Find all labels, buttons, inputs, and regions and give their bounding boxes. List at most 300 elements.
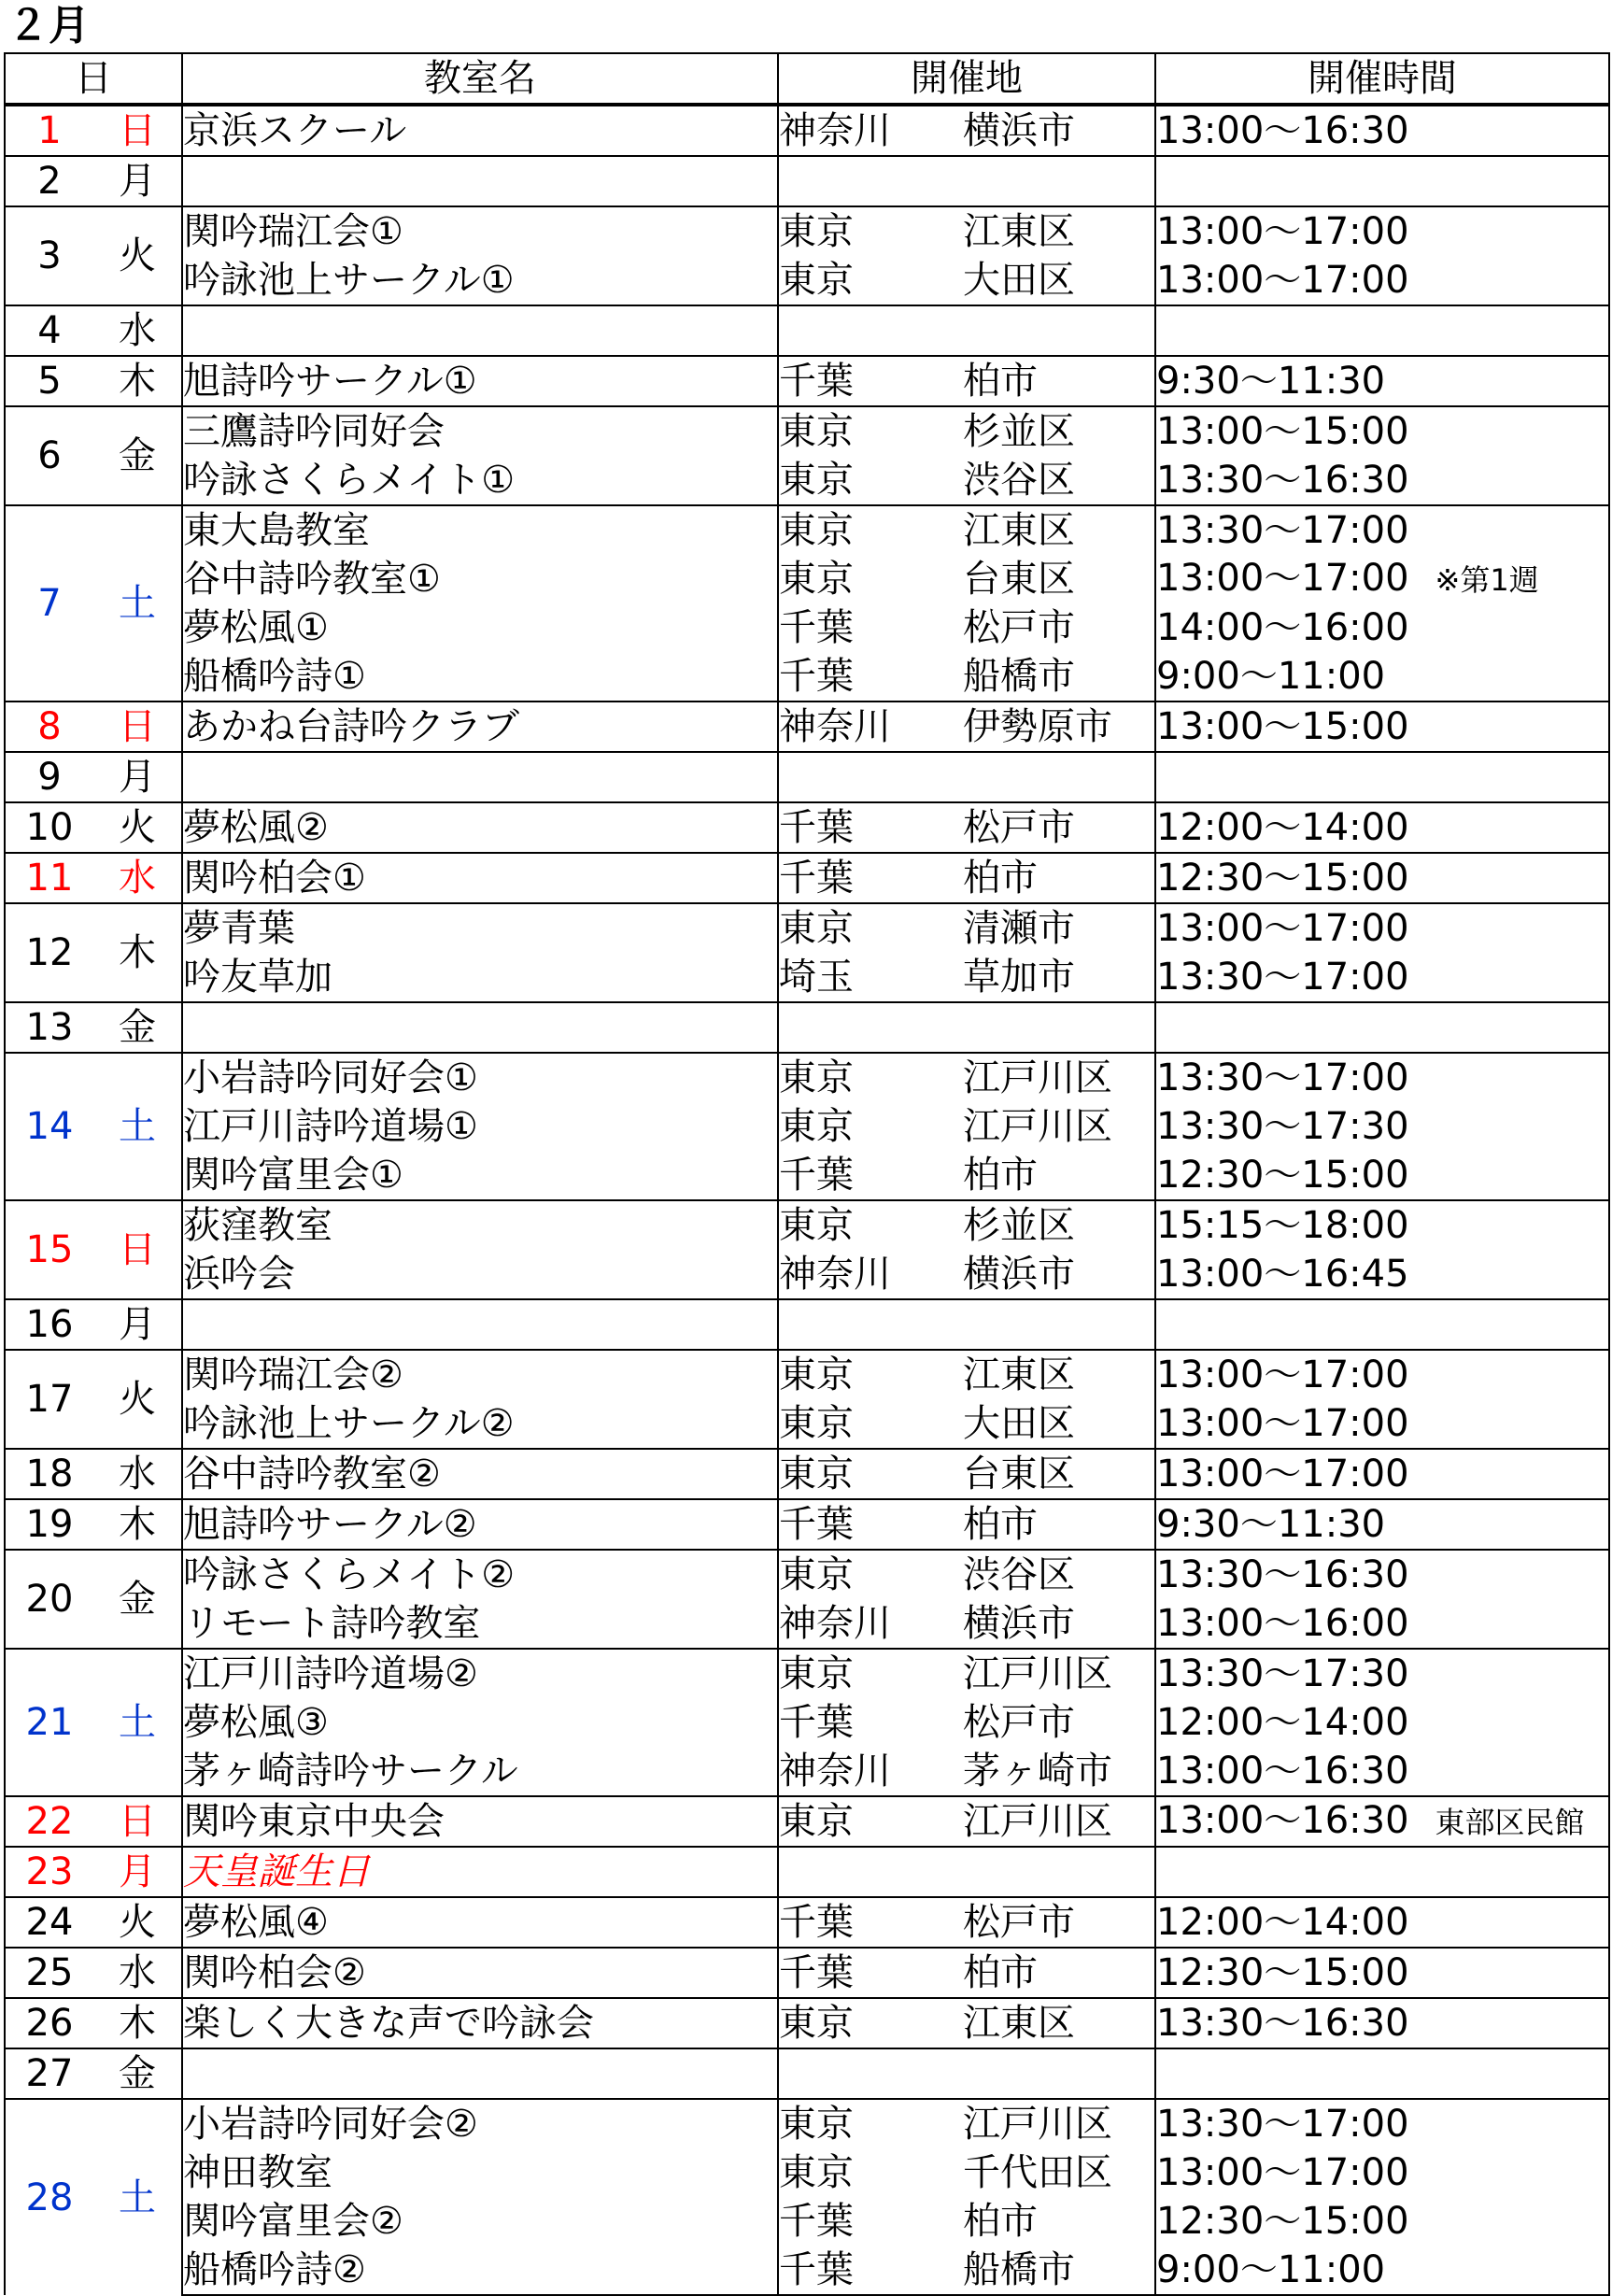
class-name-text: 茅ヶ崎詩吟サークル (183, 1750, 518, 1793)
class-name-text: あかね台詩吟クラブ (183, 705, 519, 748)
prefecture (778, 1299, 963, 1350)
weekday: 日 (93, 1200, 182, 1299)
city: 柏市 (963, 1948, 1155, 1998)
header-time: 開催時間 (1155, 53, 1609, 105)
prefecture: 千葉 (779, 2200, 854, 2243)
time-text: 13:00～16:30 (1156, 1799, 1409, 1842)
prefecture: 東京 (779, 1105, 854, 1148)
class-name-text: 旭詩吟サークル① (183, 360, 477, 403)
time-range (1155, 1698, 1609, 1747)
class-name (182, 2048, 778, 2099)
day-number: 24 (5, 1897, 93, 1948)
time-range (1155, 752, 1609, 802)
time-range (1155, 105, 1609, 156)
time-text: 13:30～17:00 (1156, 956, 1409, 999)
day-number: 4 (5, 305, 93, 356)
city: 柏市 (963, 1499, 1155, 1550)
time-text: 15:15～18:00 (1156, 1204, 1409, 1247)
class-name-text: 吟友草加 (183, 956, 332, 999)
prefecture: 東京 (778, 456, 963, 505)
time-text: 13:00～17:00 (1156, 907, 1409, 950)
time-text: 13:30～17:00 (1156, 2103, 1409, 2146)
city: 松戸市 (963, 603, 1155, 652)
prefecture: 東京 (778, 406, 963, 456)
time-range (1155, 1550, 1609, 1599)
time-range (1155, 1998, 1609, 2048)
time-range (1155, 702, 1609, 752)
weekday: 木 (93, 1998, 182, 2048)
table-row (5, 1053, 1609, 1102)
class-name-text: 関吟瑞江会① (183, 210, 403, 253)
time-range (1155, 1897, 1609, 1948)
table-row (5, 1649, 1609, 1698)
day-number: 3 (5, 206, 93, 305)
city: 柏市 (963, 1151, 1155, 1200)
weekday: 金 (93, 406, 182, 505)
class-name (182, 702, 778, 752)
prefecture: 神奈川 (778, 1747, 963, 1796)
city: 渋谷区 (963, 456, 1155, 505)
weekday: 月 (93, 1299, 182, 1350)
day-number: 10 (5, 802, 93, 853)
prefecture: 東京 (778, 2099, 963, 2148)
prefecture: 東京 (778, 1796, 963, 1847)
class-name-text: 小岩詩吟同好会② (183, 2103, 478, 2146)
page-title: ２月 (7, 2, 90, 50)
header-row (5, 53, 1609, 105)
city: 横浜市 (963, 1599, 1155, 1649)
class-name (182, 555, 778, 603)
class-name-text: 吟詠池上サークル② (183, 1402, 515, 1445)
table-row (5, 903, 1609, 953)
prefecture: 神奈川 (778, 1599, 963, 1649)
time-text: 13:30～16:30 (1156, 2002, 1409, 2045)
city: 江戸川区 (963, 1053, 1155, 1102)
prefecture: 埼玉 (778, 953, 963, 1002)
class-name-text: 関吟柏会② (183, 1951, 366, 1994)
class-name (182, 456, 778, 505)
time-range (1155, 853, 1609, 903)
time-range (1155, 406, 1609, 456)
class-name (182, 1299, 778, 1350)
prefecture: 東京 (779, 558, 854, 601)
table-row (5, 2148, 1609, 2197)
time-range (1155, 256, 1609, 305)
day-number: 13 (5, 1002, 93, 1053)
class-name-text: 夢松風③ (183, 1701, 329, 1744)
day-number: 16 (5, 1299, 93, 1350)
weekday: 木 (93, 1499, 182, 1550)
day-number: 23 (5, 1847, 93, 1897)
schedule-table (4, 52, 1610, 2296)
class-name-text: 旭詩吟サークル② (183, 1503, 477, 1546)
table-row (5, 1002, 1609, 1053)
class-name (182, 156, 778, 206)
table-row (5, 1550, 1609, 1599)
table-row (5, 406, 1609, 456)
prefecture: 千葉 (778, 2246, 963, 2295)
weekday: 火 (93, 802, 182, 853)
time-range (1155, 206, 1609, 256)
class-name (182, 2197, 778, 2246)
prefecture: 東京 (778, 1399, 963, 1449)
class-name-text: 江戸川詩吟道場② (183, 1652, 478, 1695)
prefecture: 東京 (779, 2151, 854, 2194)
time-range (1155, 555, 1609, 603)
class-name-text: 浜吟会 (183, 1253, 295, 1296)
class-name-text: 夢松風① (183, 606, 329, 649)
class-name (182, 652, 778, 702)
prefecture: 千葉 (778, 356, 963, 406)
class-name (182, 105, 778, 156)
class-name (182, 1796, 778, 1847)
city: 江東区 (963, 1998, 1155, 2048)
class-name-text: 東大島教室 (183, 509, 370, 552)
time-range (1155, 2148, 1609, 2197)
prefecture: 東京 (778, 1649, 963, 1698)
holiday-name: 天皇誕生日 (183, 1850, 370, 1893)
city: 茅ヶ崎市 (963, 1747, 1155, 1796)
weekday: 日 (93, 105, 182, 156)
class-name (182, 953, 778, 1002)
table-row (5, 1998, 1609, 2048)
time-text: 13:30～17:00 (1156, 509, 1409, 552)
prefecture: 東京 (778, 1350, 963, 1399)
time-text: 13:00～17:00 (1156, 1402, 1409, 1445)
class-name-text: 京浜スクール (183, 109, 407, 152)
class-name (182, 1350, 778, 1399)
weekday: 木 (93, 356, 182, 406)
header-venue: 開催地 (778, 53, 1155, 105)
class-name (182, 1698, 778, 1747)
time-range (1155, 2246, 1609, 2295)
weekday: 火 (93, 1350, 182, 1449)
class-name (182, 256, 778, 305)
time-text: 12:00～14:00 (1156, 1901, 1409, 1944)
city: 柏市 (963, 853, 1155, 903)
day-number: 20 (5, 1550, 93, 1649)
prefecture: 東京 (778, 256, 963, 305)
prefecture (778, 1002, 963, 1053)
city (963, 1847, 1155, 1897)
time-text: 9:00～11:00 (1156, 2248, 1386, 2291)
weekday: 月 (93, 752, 182, 802)
table-row (5, 1299, 1609, 1350)
time-range (1155, 603, 1609, 652)
class-name (182, 2148, 778, 2197)
city: 江戸川区 (963, 1102, 1155, 1151)
header-day: 日 (5, 53, 182, 105)
table-row (5, 603, 1609, 652)
time-range (1155, 1649, 1609, 1698)
class-name (182, 1250, 778, 1299)
time-text: 14:00～16:00 (1156, 606, 1409, 649)
city (963, 2048, 1155, 2099)
table-row (5, 2099, 1609, 2148)
class-name-text: 吟詠池上サークル① (183, 259, 515, 302)
table-row (5, 2197, 1609, 2246)
table-row (5, 305, 1609, 356)
weekday: 金 (93, 1002, 182, 1053)
time-text: 13:00～17:00 (1156, 2151, 1409, 2194)
city: 杉並区 (963, 406, 1155, 456)
class-name-text: 関吟柏会① (183, 857, 366, 900)
table-row (5, 1350, 1609, 1399)
prefecture: 東京 (778, 903, 963, 953)
time-range (1155, 1599, 1609, 1649)
class-name-text: 船橋吟詩② (183, 2248, 366, 2291)
class-name (182, 903, 778, 953)
city (963, 305, 1155, 356)
table-row (5, 1200, 1609, 1250)
time-range (1155, 1200, 1609, 1250)
prefecture (778, 1847, 963, 1897)
time-text: 13:00～16:30 (1156, 109, 1409, 152)
day-number: 22 (5, 1796, 93, 1847)
class-name (182, 2246, 778, 2295)
day-number: 6 (5, 406, 93, 505)
class-name (182, 1200, 778, 1250)
class-name (182, 853, 778, 903)
class-name (182, 752, 778, 802)
time-text: 13:00～17:00 (1156, 210, 1409, 253)
time-text: 13:30～17:00 (1156, 1056, 1409, 1099)
weekday: 土 (93, 2099, 182, 2295)
city: 横浜市 (963, 1250, 1155, 1299)
table-row (5, 1698, 1609, 1747)
time-range (1155, 2099, 1609, 2148)
class-name-text: 荻窪教室 (183, 1204, 332, 1247)
table-row (5, 456, 1609, 505)
table-row (5, 256, 1609, 305)
day-number: 15 (5, 1200, 93, 1299)
table-row (5, 953, 1609, 1002)
time-text: 13:00～17:00 (1156, 259, 1409, 302)
city: 江戸川区 (963, 1796, 1155, 1847)
class-name (182, 1499, 778, 1550)
time-text: 12:30～15:00 (1156, 857, 1409, 900)
table-row (5, 1847, 1609, 1897)
city (963, 1299, 1155, 1350)
day-number: 9 (5, 752, 93, 802)
city: 大田区 (963, 256, 1155, 305)
time-range (1155, 1399, 1609, 1449)
class-name-text: 小岩詩吟同好会① (183, 1056, 478, 1099)
class-name (182, 356, 778, 406)
city: 伊勢原市 (963, 702, 1155, 752)
class-name-text: 関吟東京中央会 (183, 1800, 445, 1843)
city: 江東区 (963, 206, 1155, 256)
class-name (182, 2099, 778, 2148)
day-number: 25 (5, 1948, 93, 1998)
time-range (1155, 1350, 1609, 1399)
class-name-text: 吟詠さくらメイト② (183, 1553, 516, 1596)
table-row (5, 1250, 1609, 1299)
prefecture: 千葉 (778, 802, 963, 853)
prefecture: 東京 (778, 206, 963, 256)
time-range (1155, 802, 1609, 853)
table-row (5, 555, 1609, 603)
weekday: 水 (93, 853, 182, 903)
weekday: 水 (93, 305, 182, 356)
city: 松戸市 (963, 802, 1155, 853)
time-text: 13:30～17:30 (1156, 1105, 1409, 1148)
time-range (1155, 1796, 1609, 1847)
time-range (1155, 1499, 1609, 1550)
day-number: 19 (5, 1499, 93, 1550)
table-row (5, 1151, 1609, 1200)
city: 千代田区 (963, 2148, 1155, 2197)
day-number: 17 (5, 1350, 93, 1449)
class-name (182, 1002, 778, 1053)
time-range (1155, 1102, 1609, 1151)
class-name-text: 神田教室 (183, 2151, 332, 2194)
class-name (182, 1449, 778, 1499)
prefecture: 神奈川 (778, 1250, 963, 1299)
prefecture: 千葉 (778, 1948, 963, 1998)
time-text: 12:00～14:00 (1156, 806, 1409, 849)
weekday: 金 (93, 1550, 182, 1649)
time-text: 9:30～11:30 (1156, 360, 1386, 403)
time-text: 9:30～11:30 (1156, 1503, 1386, 1546)
time-text: 13:00～17:00 (1156, 557, 1409, 600)
table-row (5, 802, 1609, 853)
class-name (182, 1747, 778, 1796)
class-name (182, 1053, 778, 1102)
prefecture: 東京 (778, 1998, 963, 2048)
time-text: 13:00～17:00 (1156, 1354, 1409, 1396)
schedule-body (5, 105, 1609, 2295)
day-number: 14 (5, 1053, 93, 1200)
time-range (1155, 1847, 1609, 1897)
weekday: 木 (93, 903, 182, 1002)
prefecture: 千葉 (778, 1151, 963, 1200)
time-range (1155, 1002, 1609, 1053)
class-name (182, 1649, 778, 1698)
prefecture: 東京 (778, 1449, 963, 1499)
city: 杉並区 (963, 1200, 1155, 1250)
prefecture (778, 2048, 963, 2099)
day-number: 21 (5, 1649, 93, 1796)
prefecture (778, 752, 963, 802)
table-row (5, 1897, 1609, 1948)
prefecture: 千葉 (778, 652, 963, 702)
day-number: 27 (5, 2048, 93, 2099)
table-row (5, 1499, 1609, 1550)
class-name (182, 1948, 778, 1998)
day-number: 12 (5, 903, 93, 1002)
class-name-text: 楽しく大きな声で吟詠会 (183, 2002, 594, 2045)
time-range (1155, 903, 1609, 953)
prefecture: 神奈川 (778, 105, 963, 156)
day-number: 7 (5, 505, 93, 702)
class-name (182, 802, 778, 853)
day-number: 11 (5, 853, 93, 903)
time-note: 東部区民館 (1435, 1805, 1585, 1840)
city: 台東区 (963, 555, 1155, 603)
class-name (182, 505, 778, 555)
time-range (1155, 2197, 1609, 2246)
class-name (182, 1151, 778, 1200)
day-number: 5 (5, 356, 93, 406)
class-name (182, 1399, 778, 1449)
time-text: 13:00～16:00 (1156, 1602, 1409, 1645)
city: 大田区 (963, 1399, 1155, 1449)
time-text: 13:30～17:30 (1156, 1652, 1409, 1695)
prefecture: 千葉 (779, 1701, 854, 1744)
class-name-text: 関吟瑞江会② (183, 1354, 403, 1396)
time-text: 9:00～11:00 (1156, 655, 1386, 698)
weekday: 土 (93, 1649, 182, 1796)
class-name-text: 関吟富里会② (183, 2200, 403, 2243)
prefecture: 東京 (778, 1550, 963, 1599)
prefecture: 東京 (778, 505, 963, 555)
weekday: 日 (93, 702, 182, 752)
prefecture: 千葉 (778, 1499, 963, 1550)
time-range (1155, 1948, 1609, 1998)
class-name-text: 吟詠さくらメイト① (183, 459, 516, 502)
class-name-text: 谷中詩吟教室② (183, 1453, 441, 1495)
table-row (5, 752, 1609, 802)
table-row (5, 505, 1609, 555)
table-row (5, 652, 1609, 702)
class-name-text: リモート詩吟教室 (183, 1602, 481, 1645)
time-text: 13:00～15:00 (1156, 705, 1409, 748)
class-name-text: 江戸川詩吟道場① (183, 1105, 478, 1148)
city: 松戸市 (963, 1897, 1155, 1948)
table-row (5, 105, 1609, 156)
time-range (1155, 953, 1609, 1002)
time-text: 13:30～16:30 (1156, 1553, 1409, 1596)
city (963, 752, 1155, 802)
city: 横浜市 (963, 105, 1155, 156)
time-range (1155, 456, 1609, 505)
time-range (1155, 356, 1609, 406)
class-name (182, 206, 778, 256)
city: 船橋市 (963, 652, 1155, 702)
time-range (1155, 1747, 1609, 1796)
class-name (182, 406, 778, 456)
weekday: 水 (93, 1449, 182, 1499)
time-text: 12:30～15:00 (1156, 2200, 1409, 2243)
time-range (1155, 305, 1609, 356)
city: 柏市 (963, 2197, 1155, 2246)
weekday: 土 (93, 1053, 182, 1200)
prefecture: 千葉 (778, 853, 963, 903)
header-class-name: 教室名 (182, 53, 778, 105)
city (963, 1002, 1155, 1053)
table-row (5, 1599, 1609, 1649)
class-name (182, 1897, 778, 1948)
prefecture: 千葉 (778, 1897, 963, 1948)
class-name-text: 夢松風④ (183, 1901, 329, 1944)
weekday: 金 (93, 2048, 182, 2099)
day-number: 18 (5, 1449, 93, 1499)
time-text: 12:30～15:00 (1156, 1154, 1409, 1197)
time-range (1155, 1250, 1609, 1299)
time-text: 13:00～16:30 (1156, 1750, 1409, 1793)
prefecture: 神奈川 (778, 702, 963, 752)
time-range (1155, 2048, 1609, 2099)
day-number: 28 (5, 2099, 93, 2295)
time-text: 13:00～16:45 (1156, 1253, 1409, 1296)
time-range (1155, 156, 1609, 206)
table-row (5, 1449, 1609, 1499)
time-text: 13:00～17:00 (1156, 1453, 1409, 1495)
day-number: 1 (5, 105, 93, 156)
time-range (1155, 652, 1609, 702)
class-name (182, 1550, 778, 1599)
